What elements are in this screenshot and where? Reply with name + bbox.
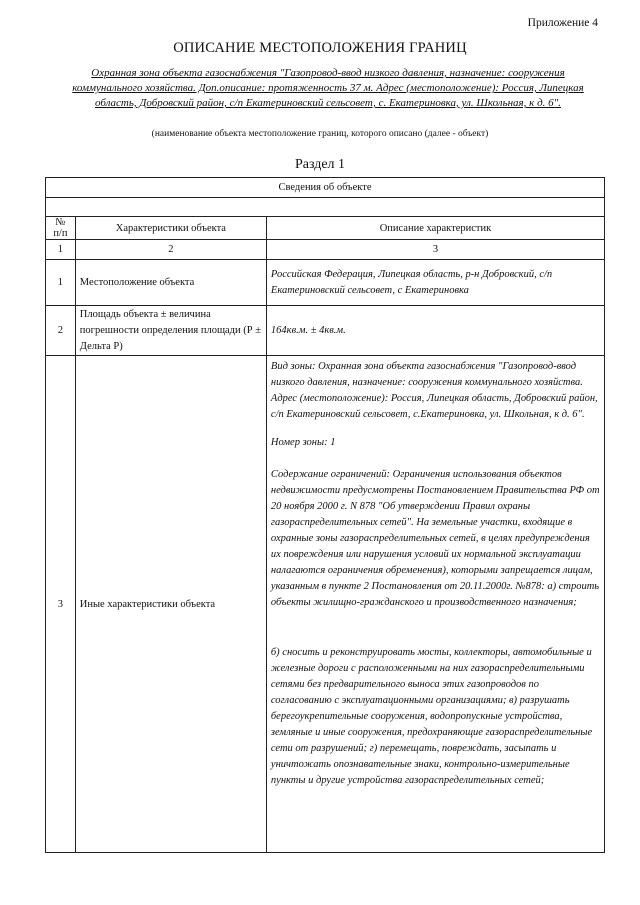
column-number-2: 2: [75, 240, 266, 260]
row-description: 164кв.м. ± 4кв.м.: [266, 306, 604, 356]
row-number: 3: [46, 356, 76, 853]
document-title: ОПИСАНИЕ МЕСТОПОЛОЖЕНИЯ ГРАНИЦ: [173, 40, 467, 56]
zone-number-paragraph: Номер зоны: 1: [270, 437, 336, 448]
table-row: [46, 260, 605, 306]
column-header-characteristic: Характеристики объекта: [75, 217, 266, 240]
table-row: [46, 356, 605, 853]
row-characteristic: Площадь объекта ± величина погрешности определения площади (Р ± Дельта Р): [75, 306, 266, 356]
table-spacer-cell: [46, 198, 605, 217]
object-name: [60, 66, 596, 111]
row-number: 2: [46, 306, 76, 356]
column-number-1: 1: [46, 240, 76, 260]
zone-type-paragraph: Вид зоны: Охранная зона объекта газоснабжения "Газопровод-ввод низкого давления, назначение: сооружения коммунального хозяйства. Адрес (местоположение): Россия, Липецкая область, Добровский район, с/п Екатериновский сельсовет, с.Екатериновка, ул. Школьная, к д. 6".: [270, 361, 598, 420]
appendix-label: Приложение 4: [527, 17, 598, 29]
table-caption: Сведения об объекте: [46, 178, 605, 198]
object-info-table: [45, 177, 605, 853]
column-header-number: № п/п: [46, 217, 76, 240]
column-number-3: 3: [266, 240, 604, 260]
section-title: Раздел 1: [294, 157, 346, 172]
row-description: [266, 356, 604, 853]
table-header-row: [46, 217, 605, 240]
column-number-row: [46, 240, 605, 260]
object-name-caption: (наименование объекта местоположение границ, которого описано (далее - объект): [151, 129, 489, 139]
column-header-description: Описание характеристик: [266, 217, 604, 240]
row-characteristic: Местоположение объекта: [75, 260, 266, 306]
restrictions-paragraph: Содержание ограничений: Ограничения использования объектов недвижимости предусмотрены Постановлением Правительства РФ от 20 ноября 2000 г. N 878 "Об утверждении Правил охраны газораспределительных сетей". На земельные участки, входящие в охранные зоны газораспределительных сетей, в целях предупреждения их повреждения или нарушения условий их нормальной эксплуатации налагаются ограничения обременения), которыми запрещается лицам, указанным в пункте 2 Постановления от 20.11.2000г. №878: а) строить объекты жилищно-гражданского и производственного назначения;: [270, 469, 600, 608]
row-number: 1: [46, 260, 76, 306]
row-description: Российская Федерация, Липецкая область, р-н Добровский, с/п Екатериновский сельсовет, с Екатериновка: [266, 260, 604, 306]
restrictions-continued-paragraph: б) сносить и реконструировать мосты, коллекторы, автомобильные и железные дороги с расположенными на них газораспределительными сетями без предварительного выноса этих газопроводов по согласованию с эксплуатационными организациями; в) разрушать берегоукрепительные сооружения, водопропускные устройства, земляные и иные сооружения, предохраняющие газораспределительные сети от разрушений; г) перемещать, повреждать, засыпать и уничтожать опознавательные знаки, контрольно-измерительные пункты и другие устройства газораспределительных сетей;: [270, 647, 593, 786]
object-name-text: Охранная зона объекта газоснабжения "Газопровод-ввод низкого давления, назначение: сооружения коммунального хозяйства. Доп.описание: протяженность 37 м. Адрес (местоположение): Россия, Липецкая область, Добровский район, с/п Екатериновский сельсовет, с. Екатериновка, ул. Школьная, к д. 6".: [72, 67, 584, 109]
table-caption-row: [46, 178, 605, 198]
row-characteristic: Иные характеристики объекта: [75, 356, 266, 853]
table-spacer-row: [46, 198, 605, 217]
table-row: [46, 306, 605, 356]
